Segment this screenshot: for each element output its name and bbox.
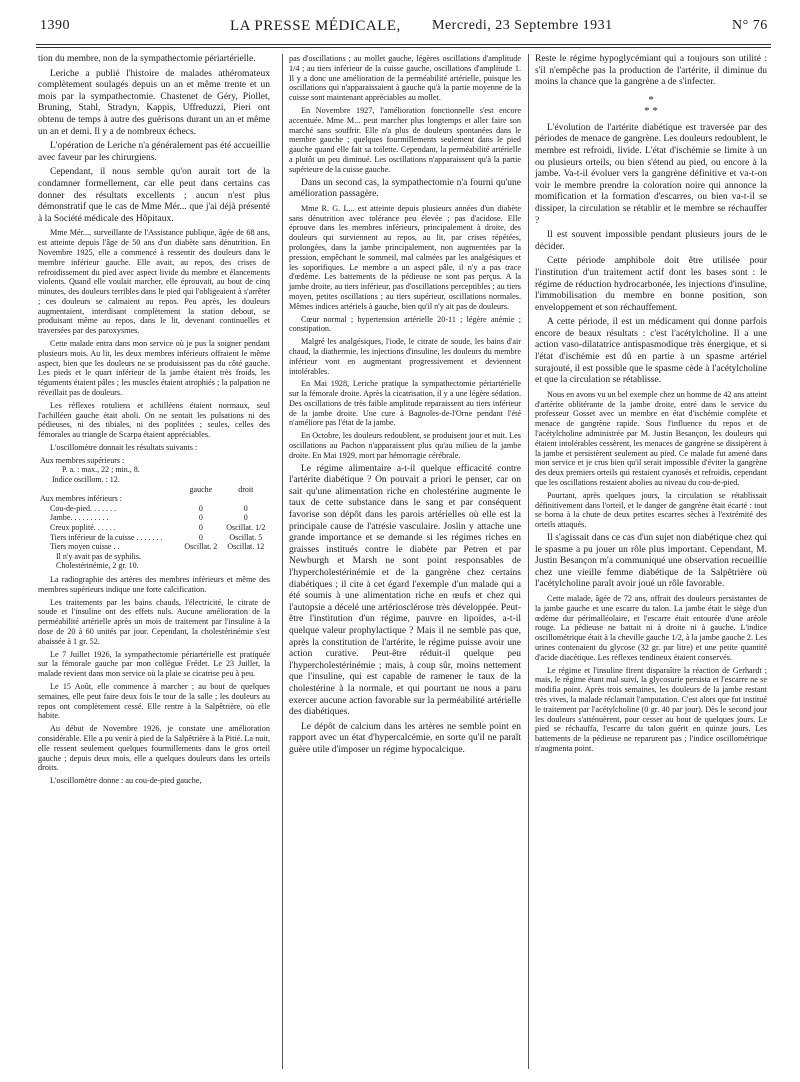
paragraph: L'évolution de l'artérite diabétique est traversée par des périodes de menace de gangrène. Les douleurs redoublent, le membre est refroidi, livide. L'état d'ischémie se limite à un ou plusieurs orteils, ou bien s'étend au pied, ou encore à la jambe. Va-t-il évoluer vers la gangrène définitive et va-t-on voir le membre prendre la coloration noire qui annonce la momification et la formation d'escarres, ou bien va-t-il se dissiper, la circulation se rétablir et le membre se réchauffer ?	[535, 122, 767, 226]
case-report: Malgré les analgésiques, l'iode, le citrate de soude, les bains d'air chaud, la diathermie, les injections d'insuline, les douleurs du membre inférieur vont en augmentant progressivement et deviennent intolérables.	[289, 337, 521, 376]
case-report: Mme Mér..., surveillante de l'Assistance publique, âgée de 68 ans, est atteinte depuis l'âge de 50 ans d'un diabète sans dénutrition. En Novembre 1925, elle a commencé à ressentir des douleurs dans le membre inférieur gauche. Elle avait, au repos, des crises de refroidissement du pied avec aspect livide du membre et élancements violents. Quand elle voulait marcher, elle éprouvait, au bout de cinq minutes, des douleurs terribles dans le pied qui l'obligeaient à s'arrêter ; ces douleurs se calmaient au repos. Peu après, les douleurs augmentaient, interdisant complètement la station debout, se produisant même au repos, dans le lit, devenant continuelles et traversées par des paroxysmes.	[38, 228, 270, 336]
table-row	[38, 542, 270, 552]
case-report: Le 7 Juillet 1926, la sympathectomie périartérielle est pratiquée sur la fémorale gauche par mon collègue Frédet. Le 23 Juillet, la malade revient dans mon service où la plaie se cicatrise peu à peu.	[38, 649, 270, 679]
case-report: L'oscillomètre donnait les résultats suivants :	[50, 443, 198, 453]
cell-droit: Oscillat. 5	[229, 532, 263, 542]
column-3	[535, 54, 767, 757]
cell-droit: 0	[243, 513, 248, 523]
column-1	[38, 54, 270, 789]
case-report: Cette malade, âgée de 72 ans, offrait des douleurs persistantes de la jambe gauche et une escarre du talon. La jambe était le siège d'un œdème dur périmalléolaire, et l'escarre était entourée d'une aréole rouge. La pédieuse ne battait ni à droite ni à gauche. L'indice oscillométrique était à la cheville gauche 1/2, à la jambe gauche 2. Les urines contenaient du glycose (32 gr. par litre) et une petite quantité d'acide diacétique. Les réflexes tendineux étaient conservés.	[535, 593, 767, 662]
column-header: gauche	[189, 484, 213, 494]
cell-droit: Oscillat. 12	[227, 542, 265, 552]
table-subtitle: Aux membres supérieurs :	[40, 455, 125, 465]
header-rule	[36, 44, 771, 45]
paragraph: Il est souvent impossible pendant plusieurs jours de le décider.	[535, 230, 767, 252]
cell-gauche: 0	[198, 523, 203, 532]
paragraph: Leriche a publié l'histoire de malades athéromateux complètement soulagés depuis un an et même trente et un mois par la sympathectomie. Chastenet de Géry, Piollet, Bruning, Stahl, Stradyn, Kappis, Uffreduzzi, Pieri ont obtenu de temps à autre des guérisons durant un an et même un an et demi. Il y a de nombreux échecs.	[38, 68, 270, 137]
paragraph: Le dépôt de calcium dans les artères ne semble point en rapport avec un état d'hypercalcémie, en sorte qu'il ne paraît guère utile d'imposer un régime hypocalcique.	[289, 721, 521, 755]
section-divider-stars: * * *	[644, 93, 658, 117]
case-report: La radiographie des artères des membres inférieurs et même des membres supérieurs indique une forte calcification.	[38, 574, 270, 594]
column-header: droit	[238, 484, 254, 494]
case-report: pas d'oscillations ; au mollet gauche, légères oscillations d'amplitude 1/4 ; au tiers inférieur de la cuisse gauche, oscillations d'amplitude 1. Il y a donc une amélioration de la perméabilité artérielle, puisque les oscillations qui n'apparaissaient à gauche qu'à la partie moyenne de la cuisse sont maintenant appréciables au mollet.	[289, 54, 521, 103]
column-separator	[528, 54, 529, 1069]
table-note: Indice oscillom. : 12.	[52, 475, 120, 485]
cell-gauche: Oscillat. 2	[184, 542, 218, 552]
table-note: Il n'y avait pas de syphilis.	[56, 551, 141, 561]
table-row	[38, 533, 270, 543]
table-row	[38, 513, 270, 523]
case-report: Les traitements par les bains chauds, l'électricité, le citrate de soude et l'insuline ont des effets nuls. Aucune amélioration de la perméabilité artérielle après un mois de traitement par l'insuline à la dose de 20 à 60 unités par jour. Cependant, la cholestérinémie s'est abaissée à 1 gr. 52.	[38, 597, 270, 646]
row-label: Tiers inférieur de la cuisse . . . . . . .	[50, 532, 163, 542]
issue-date: Mercredi, 23 Septembre 1931	[432, 18, 613, 33]
case-report: Au début de Novembre 1926, je constate une amélioration considérable. Elle a pu venir à pied de la Salpêtrière à la Pitié. La nuit, elle ressent seulement quelques fourmillements dans le gros orteil gauche ; depuis deux mois, elle a quelques douleurs dans les orteils droits.	[38, 724, 270, 773]
page-header	[30, 14, 775, 40]
cell-gauche: 0	[198, 532, 203, 542]
paragraph: tion du membre, non de la sympathectomie périartérielle.	[38, 54, 256, 64]
table-note: Cholestérinémie, 2 gr. 10.	[56, 561, 139, 571]
row-label: Jambe. . . . . . . . . .	[50, 513, 109, 523]
row-label: Tiers moyen cuisse . .	[50, 542, 120, 552]
case-report: Le régime et l'insuline firent disparaître la réaction de Gerhardt ; mais, le régime étant mal suivi, la glycosurie persista et l'escarre ne se modifia point. Après trois semaines, les douleurs de la jambe restant très vives, la malade réclamait l'amputation. C'est alors que fut institué le traitement par l'acétylcholine (0 gr. 40 par jour). Dès le second jour les douleurs s'atténuèrent, pour cesser au bout de quelques jours. Le pied se réchauffa, l'escarre du talon guérit en quinze jours. Les battements de la pédieuse ne reparurent pas ; l'indice oscillométrique n'augmenta point.	[535, 665, 767, 753]
case-report: En Novembre 1927, l'amélioration fonctionnelle s'est encore accentuée. Mme M... peut marcher plus longtemps et aller faire son marché sans souffrir. Elle n'a plus de douleurs spontanées dans le membre gauche ; quelques fourmillements seulement dans le pied gauche quand elle fait sa toilette. Cependant, la perméabilité artérielle a plutôt un peu diminué. Les oscillations n'apparaissent qu'à la partie supérieure de la cuisse gauche.	[289, 105, 521, 174]
journal-title: LA PRESSE MÉDICALE,	[230, 18, 401, 34]
table-note: P. a. : max., 22 ; min., 8.	[62, 465, 140, 475]
table-row	[38, 523, 270, 533]
case-report: Les réflexes rotuliens et achilléens étaient normaux, seul l'achilléen gauche était aboli. On ne sentait les pulsations ni des pédieuses, ni des tibiales, ni des poplitées ; seules, celles des fémorales au triangle de Scarpa étaient appréciables.	[38, 400, 270, 440]
issue-number: N° 76	[732, 18, 768, 33]
case-report: Nous en avons vu un bel exemple chez un homme de 42 ans atteint d'artérite oblitérante de la jambe droite, entré dans le service du professeur Gosset avec un membre en état d'ischémie complète et menace de gangrène rapide. Sous l'influence du repos et de l'acétylcholine administrée par M. Justin Besançon, les douleurs qui étaient intolérables cessèrent, les menaces de gangrène se dissipèrent à la jambe et persistèrent seulement au pied. Ce malade fut amené dans mon service et je crus bien qu'il serait impossible d'éviter la gangrène des deux premiers orteils qui restaient cyanosés et refroidis, cependant que les oscillations restaient abolies au niveau du cou-de-pied.	[535, 389, 767, 488]
cell-gauche: 0	[198, 503, 203, 513]
table-row	[38, 504, 270, 514]
column-separator	[282, 54, 283, 1069]
case-report: Cœur normal ; hypertension artérielle 20-11 ; légère anémie ; constipation.	[289, 314, 521, 334]
paragraph: Dans un second cas, la sympathectomie n'a fourni qu'une amélioration passagère.	[289, 177, 521, 200]
paragraph: Cette période amphibole doit être utilisée pour l'institution d'un traitement actif dont les bases sont : le régime de réduction hydrocarbonée, les injections d'insuline, l'immobilisation du membre en bonne position, son enveloppement et son réchauffement.	[535, 256, 767, 313]
cell-droit: 0	[243, 503, 248, 513]
paragraph: Il s'agissait dans ce cas d'un sujet non diabétique chez qui le spasme a pu jouer un rôle plus important. Cependant, M. Justin Besançon m'a communiqué une observation recueillie chez une vieille femme diabétique de la Salpêtrière où l'acétylcholine paraît avoir joué un rôle favorable.	[535, 533, 767, 590]
page-number: 1390	[40, 18, 70, 33]
oscillometer-table	[38, 456, 270, 571]
paragraph: A cette période, il est un médicament qui donne parfois encore de beaux résultats : c'est l'acétylcholine. Il a une action vaso-dilatatrice antispasmodique très énergique, et si l'état d'ischémie est dû en partie à un spasme artériel surajouté, il est possible que le spasme cède à l'acétylcholine et que la circulation se rétablisse.	[535, 317, 767, 386]
case-report: En Octobre, les douleurs redoublent, se produisent jour et nuit. Les oscillations au Pachon n'apparaissent plus qu'au milieu de la jambe droite. En Mai 1929, mort par hémorragie cérébrale.	[289, 431, 521, 460]
case-report: L'oscillomètre donne : au cou-de-pied gauche,	[50, 776, 202, 786]
paragraph: Reste le régime hypoglycémiant qui a toujours son utilité : s'il n'empêche pas la production de l'artérite, il diminue du moins la chance que la gangrène a de s'infecter.	[535, 54, 767, 88]
case-report: Le 15 Août, elle commence à marcher ; au bout de quelques semaines, elle peut faire deux fois le tour de la salle ; les douleurs au repos ont complètement cessé. Elle rentre à la Salpêtrière, où elle habite.	[38, 681, 270, 721]
paragraph: L'opération de Leriche n'a généralement pas été accueillie avec faveur par les chirurgiens.	[38, 141, 270, 163]
cell-droit: Oscillat. 1/2	[226, 523, 266, 532]
row-label: Creux poplité. . . . . .	[50, 523, 116, 532]
header-rule-2	[36, 47, 771, 48]
row-label: Cou-de-pied. . . . . . .	[50, 503, 116, 513]
cell-gauche: 0	[198, 513, 203, 523]
paragraph: Cependant, il nous semble qu'on aurait tort de la condamner formellement, car elle peut dans certains cas donner des résultats excellents ; aucun n'est plus démonstratif que le cas de Mme Mér... que j'ai déjà présenté à la Société médicale des Hôpitaux.	[38, 167, 270, 224]
case-report: En Mai 1928, Leriche pratique la sympathectomie périartérielle sur la fémorale droite. Après la cicatrisation, il y a une légère sédation. Des oscillations de très faible amplitude reparaissent au tiers inférieur de la jambe droite. Une cure à Bagnoles-de-l'Orne pendant l'été n'améliore pas l'état de la jambe.	[289, 379, 521, 428]
case-report: Pourtant, après quelques jours, la circulation se rétablissait définitivement dans l'orteil, et le danger de gangrène était écarté : tout se borna à la chute de deux petites escarres sèches à l'extrémité des orteils attaqués.	[535, 490, 767, 530]
case-report: Cette malade entra dans mon service où je pus la soigner pendant plusieurs mois. Au lit, les deux membres inférieurs offraient le même aspect, bien que les douleurs ne se produisissent pas du côté gauche. Les pieds et le quart inférieur de la jambe étaient très froids, les téguments étaient pâles ; les muscles étaient atrophiés ; la palpation ne réveillait pas de douleurs.	[38, 339, 270, 398]
case-report: Mme R. G. L... est atteinte depuis plusieurs années d'un diabète sans dénutrition avec tolérance peu élevée ; pas d'acidose. Elle éprouve dans les membres inférieurs, principalement à droite, des douleurs qui surviennent au repos, au lit, par crises répétées, prolongées, dans la jambe principalement, non augmentées par la pression, empêchant le sommeil, mal calmées par les analgésiques et les soporifiques. Le membre a un aspect pâle, il n'y a pas trace d'œdème. Les battements de la pédieuse ne sont pas perçus. A la jambe droite, au tiers inférieur, pas d'oscillations perceptibles ; au tiers moyen, petites oscillations ; au tiers supérieur, oscillations normales. Mêmes indices artériels à gauche, bien qu'il n'y ait pas de douleurs.	[289, 203, 521, 311]
paragraph: Le régime alimentaire a-t-il quelque efficacité contre l'artérite diabétique ? On pouvait a priori le penser, car on sait qu'une alimentation riche en cholestérine augmente le taux de cette substance dans le sang et par conséquent favorise son dépôt dans les parois artérielles où elle est la principale cause de l'atrésie vasculaire. Joslin y attache une grande importance et se demande si les régimes riches en graisses institués contre le diabète par Petren et par Newburgh et Marsh ne sont point responsables de l'hypercholestérinémie et de la gangrène chez certains diabétiques ; il cite à cet égard l'exemple d'un malade qui a été soumis à une alimentation riche en œufs et chez qui l'autopsie a décelé une artériosclérose très développée. Peut-être l'institution d'un régime, pauvre en lipoïdes, a-t-il quelque valeur prophylactique ? Mais il ne semble pas que, après la constitution de l'artérite, le régime puisse avoir une action curative. Peut-être réduit-il quelque peu l'hypercholestérinémie ; mais, à coup sûr, moins nettement que l'insuline, qui est capable de ramener le taux de la cholestérine à la normale, et qui pourtant ne nous a paru exercer aucune action favorable sur la perméabilité artérielle des diabétiques.	[289, 463, 521, 718]
table-subtitle: Aux membres inférieurs :	[40, 494, 122, 504]
column-2	[289, 54, 521, 760]
